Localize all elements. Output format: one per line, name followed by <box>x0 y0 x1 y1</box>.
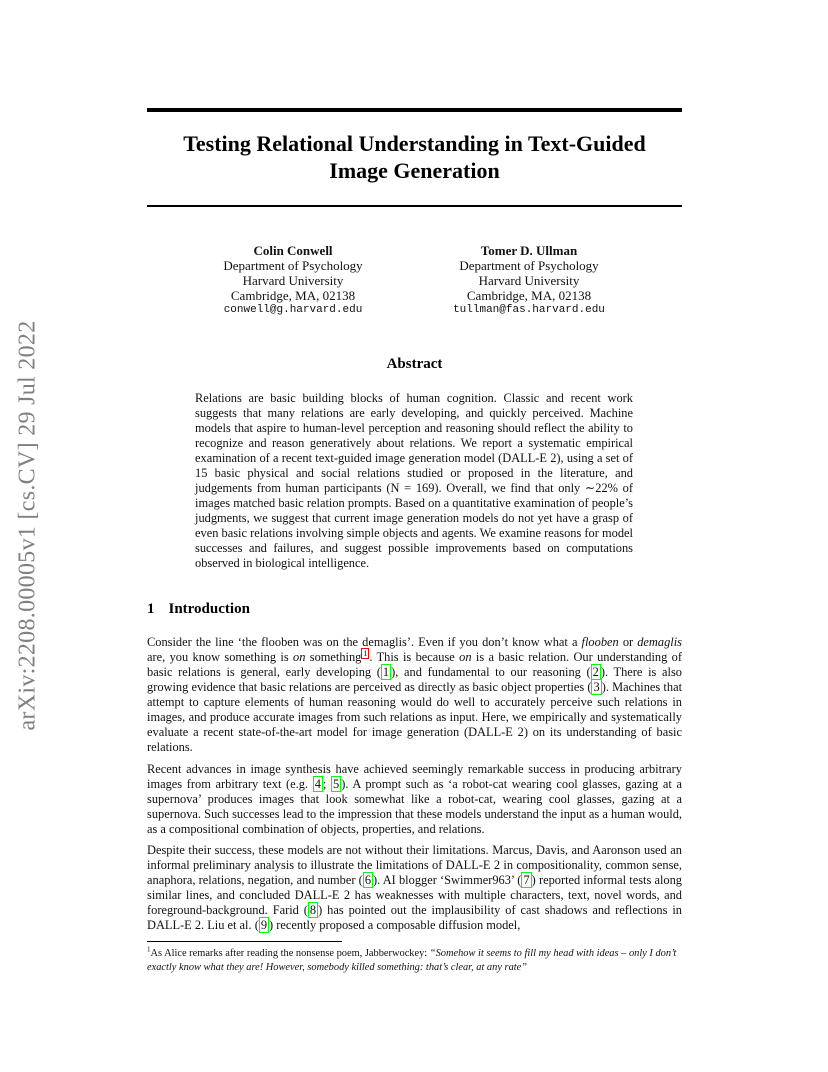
text-run: Recent advances in image synthesis have achieved seemingly remarkable success in producing arbitrary images from arbitrary text (e.g. <box>147 762 682 791</box>
paper-title <box>147 130 682 184</box>
author-email: conwell@g.harvard.edu <box>223 304 363 316</box>
citation-link[interactable]: 5 <box>333 777 340 791</box>
author-department: Department of Psychology <box>459 258 599 273</box>
author-name: Colin Conwell <box>253 243 333 258</box>
citation-link[interactable]: 1 <box>382 665 390 679</box>
abstract-text: Relations are basic building blocks of human cognition. Classic and recent work suggests that many relations are early developing, and quickly perceived. Machine models that aspire to human-level perception and reasoning should reflect the ability to recognize and reason generatively about relations. We report a systematic empirical examination of a recent text-guided image generation model (DALL-E 2), using a set of 15 basic physical and social relations studied or proposed in the literature, and judgements from human participants (N = 169). Overall, we find that only ∼22% of images matched basic relation prompts. Based on a quantitative examination of people’s judgments, we suggest that current image generation models do not yet have a grasp of even basic relations involving simple objects and agents. We examine reasons for model successes and failures, and suggest possible improvements based on computations observed in biological intelligence. <box>195 391 633 570</box>
citation-link[interactable]: 3 <box>593 680 600 694</box>
intro-paragraph-1 <box>147 635 682 755</box>
text-run: something <box>305 650 362 664</box>
intro-paragraph-3 <box>147 843 682 933</box>
title-top-rule <box>147 108 682 112</box>
intro-paragraph-2 <box>147 762 682 837</box>
author-block-2 <box>434 243 624 318</box>
text-run: ; <box>322 777 332 791</box>
section-title: Introduction <box>168 601 250 617</box>
footnote-quote: “Somehow it seems to fill my head with ideas – only I don’t exactly know what they are! However, somebody killed something: that’s clear, at any rate” <box>147 948 677 973</box>
italic-term: flooben <box>581 635 619 649</box>
footnote-intro: As Alice remarks after reading the nonsense poem, Jabberwockey: <box>150 948 430 959</box>
author-email: tullman@fas.harvard.edu <box>453 304 605 316</box>
section-heading-introduction <box>147 601 250 618</box>
text-run: ) reported informal tests along similar lines, and concluded DALL-E 2 has weaknesses with multiple characters, text, novel words, and foreground-background. Farid ( <box>147 873 682 917</box>
author-university: Harvard University <box>478 273 580 288</box>
citation-link[interactable]: 9 <box>260 918 268 932</box>
italic-term: demaglis <box>637 635 682 649</box>
text-run: ), and fundamental to our reasoning ( <box>391 665 591 679</box>
author-department: Department of Psychology <box>223 258 363 273</box>
author-name: Tomer D. Ullman <box>480 243 578 258</box>
citation-link[interactable]: 4 <box>314 777 321 791</box>
text-run: Despite their success, these models are not without their limitations. Marcus, Davis, and Aaronson used an informal preliminary analysis to illustrate the limitations of DALL-E 2 in compositionality, common sense, anaphora, relations, negation, and number ( <box>147 843 682 887</box>
author-university: Harvard University <box>242 273 344 288</box>
footnote <box>147 947 682 975</box>
title-bottom-rule <box>147 205 682 207</box>
text-run: is a basic relation. Our understanding of basic relations is general, early developing ( <box>147 650 682 679</box>
paper-title-line-1: Testing Relational Understanding in Text-Guided <box>183 131 646 156</box>
footnote-link[interactable]: 1 <box>363 648 368 658</box>
text-run: ) has pointed out the implausibility of cast shadows and reflections in DALL-E 2. Liu et al. ( <box>147 903 682 932</box>
paper-title-line-2: Image Generation <box>329 158 500 183</box>
text-run: ) recently proposed a composable diffusion model, <box>269 918 521 932</box>
citation-link[interactable]: 6 <box>364 873 372 887</box>
text-run: ). AI blogger ‘Swimmer963’ ( <box>373 873 522 887</box>
citation-link[interactable]: 8 <box>309 903 317 917</box>
italic-term: on <box>293 650 306 664</box>
text-run: ). A prompt such as ‘a robot-cat wearing cool glasses, gazing at a supernova’ produces images that look somewhat like a robot-cat, wearing cool glasses, gazing at a supernova. Such successes lead to the impression that these models understand the input as a human would, as a compositional combination of objects, properties, and relations. <box>147 777 683 836</box>
abstract-heading: Abstract <box>386 356 443 372</box>
text-run: are, you know something is <box>147 650 293 664</box>
text-run: Consider the line ‘the flooben was on the demaglis’. Even if you don’t know what a <box>147 635 582 649</box>
arxiv-identifier-stamp: arXiv:2208.00005v1 [cs.CV] 29 Jul 2022 <box>14 320 41 731</box>
citation-link[interactable]: 7 <box>523 873 530 887</box>
italic-term: on <box>459 650 472 664</box>
footnote-number: 1 <box>147 945 151 954</box>
text-run: or <box>618 635 638 649</box>
author-block-1 <box>200 243 386 318</box>
text-run: ). Machines that attempt to capture elements of human reasoning would do well to accurately perceive such relations in images, and produce accurate images from such relations as input. Here, we empirically and systematically evaluate a recent state-of-the-art model for image generation (DALL-E 2) on its understanding of basic relations. <box>147 680 683 754</box>
footnote-rule <box>147 941 342 942</box>
section-number: 1 <box>147 601 155 617</box>
author-location: Cambridge, MA, 02138 <box>466 288 592 303</box>
text-run: ). There is also growing evidence that basic relations are perceived as directly as basic object properties ( <box>147 665 682 694</box>
citation-link[interactable]: 2 <box>592 665 599 679</box>
text-run: . This is because <box>369 650 460 664</box>
author-location: Cambridge, MA, 02138 <box>230 288 356 303</box>
